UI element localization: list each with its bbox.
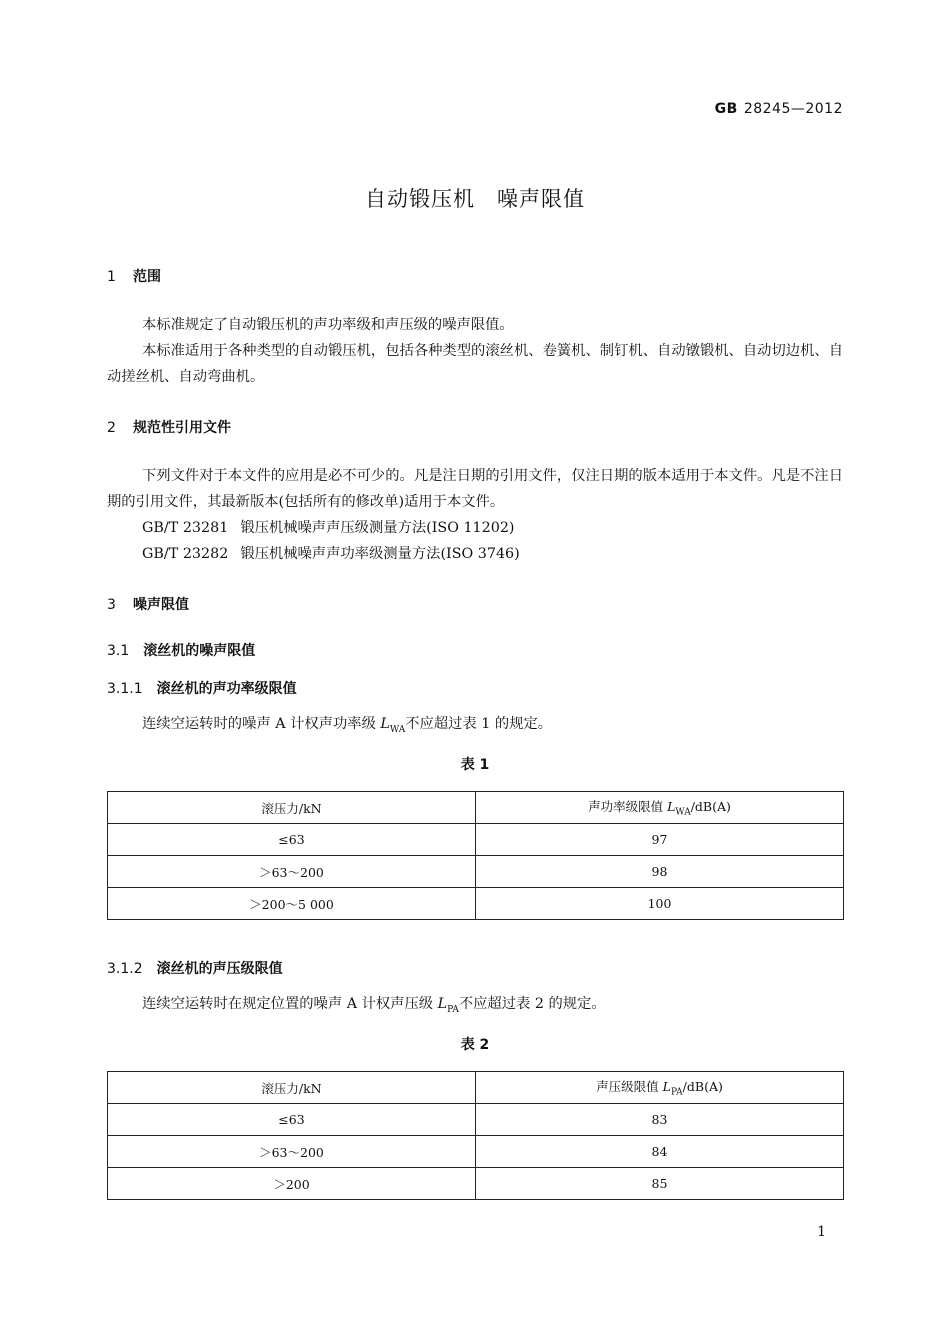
table-row bbox=[108, 888, 844, 920]
section-3-1-1-heading bbox=[107, 678, 297, 698]
scope-paragraph-2: 本标准适用于各种类型的自动锻压机，包括各种类型的滚丝机、卷簧机、制钉机、自动镦锻机、自动切边机、自动搓丝机、自动弯曲机。 bbox=[107, 343, 843, 385]
section-2-heading bbox=[107, 417, 231, 437]
symbol-L: L bbox=[380, 716, 390, 732]
section-title: 噪声限值 bbox=[133, 597, 189, 613]
cell-force: ＞200 bbox=[108, 1168, 476, 1200]
section-number: 3 bbox=[107, 597, 116, 613]
cell-force: ≤63 bbox=[108, 1104, 476, 1136]
section-1-heading bbox=[107, 266, 161, 286]
text-part: 不应超过表 2 的规定。 bbox=[458, 996, 606, 1012]
cell-force: ＞200～5 000 bbox=[108, 888, 476, 920]
cell-force: ＞63～200 bbox=[108, 1136, 476, 1168]
section-3-1-2-heading bbox=[107, 958, 283, 978]
reference-code: GB/T 23281 bbox=[142, 520, 229, 536]
text-part: /dB(A) bbox=[690, 799, 731, 815]
table-header-row bbox=[108, 792, 844, 824]
section-number: 3.1 bbox=[107, 643, 130, 659]
section-3-1-heading bbox=[107, 640, 255, 660]
table-row bbox=[108, 824, 844, 856]
standard-code bbox=[715, 101, 843, 117]
section-title: 滚丝机的声功率级限值 bbox=[156, 681, 297, 697]
table-2-caption: 表 2 bbox=[460, 1037, 490, 1053]
column-header-limit bbox=[476, 1072, 844, 1104]
scope-paragraph-1: 本标准规定了自动锻压机的声功率级和声压级的噪声限值。 bbox=[142, 317, 514, 333]
reference-title: 锻压机械噪声声功率级测量方法(ISO 3746) bbox=[240, 546, 520, 562]
cell-limit: 98 bbox=[476, 856, 844, 888]
text-part: 连续空运转时的噪声 A 计权声功率级 bbox=[142, 716, 381, 732]
table-row bbox=[108, 1136, 844, 1168]
section-title: 滚丝机的声压级限值 bbox=[156, 961, 283, 977]
cell-limit: 85 bbox=[476, 1168, 844, 1200]
table-row bbox=[108, 856, 844, 888]
text-part: 声压级限值 bbox=[596, 1079, 663, 1095]
reference-title: 锻压机械噪声声压级测量方法(ISO 11202) bbox=[240, 520, 515, 536]
symbol-subscript: WA bbox=[675, 807, 691, 818]
column-header-force: 滚压力/kN bbox=[108, 792, 476, 824]
page-number: 1 bbox=[817, 1224, 826, 1240]
column-header-limit bbox=[476, 792, 844, 824]
reference-item bbox=[142, 543, 520, 563]
column-header-force: 滚压力/kN bbox=[108, 1072, 476, 1104]
document-title: 自动锻压机 噪声限值 bbox=[365, 187, 585, 211]
symbol-subscript: PA bbox=[447, 1004, 459, 1015]
symbol-subscript: WA bbox=[389, 724, 406, 735]
section-title: 滚丝机的噪声限值 bbox=[143, 643, 256, 659]
references-paragraph: 下列文件对于本文件的应用是必不可少的。凡是注日期的引用文件，仅注日期的版本适用于本文件。凡是不注日期的引用文件，其最新版本(包括所有的修改单)适用于本文件。 bbox=[107, 468, 843, 510]
table-row bbox=[108, 1104, 844, 1136]
table-2 bbox=[107, 1071, 844, 1200]
cell-limit: 83 bbox=[476, 1104, 844, 1136]
cell-limit: 97 bbox=[476, 824, 844, 856]
cell-limit: 100 bbox=[476, 888, 844, 920]
table-row bbox=[108, 1168, 844, 1200]
reference-item bbox=[142, 517, 515, 537]
reference-code: GB/T 23282 bbox=[142, 546, 229, 562]
power-level-paragraph bbox=[107, 711, 843, 743]
section-number: 3.1.2 bbox=[107, 961, 143, 977]
cell-limit: 84 bbox=[476, 1136, 844, 1168]
pressure-level-paragraph bbox=[107, 991, 843, 1023]
section-3-heading bbox=[107, 594, 189, 614]
section-title: 范围 bbox=[133, 269, 161, 285]
text-part: 连续空运转时在规定位置的噪声 A 计权声压级 bbox=[142, 996, 438, 1012]
table-header-row bbox=[108, 1072, 844, 1104]
section-number: 2 bbox=[107, 420, 116, 436]
standard-number: 28245—2012 bbox=[743, 101, 843, 117]
text-part: 不应超过表 1 的规定。 bbox=[405, 716, 553, 732]
symbol-L: L bbox=[437, 996, 448, 1012]
cell-force: ≤63 bbox=[108, 824, 476, 856]
text-part: /dB(A) bbox=[682, 1079, 723, 1095]
section-title: 规范性引用文件 bbox=[133, 420, 231, 436]
symbol-L: L bbox=[662, 1079, 671, 1095]
section-number: 3.1.1 bbox=[107, 681, 143, 697]
cell-force: ＞63～200 bbox=[108, 856, 476, 888]
symbol-subscript: PA bbox=[670, 1087, 683, 1098]
standard-prefix: GB bbox=[714, 101, 738, 117]
section-number: 1 bbox=[107, 269, 116, 285]
text-part: 声功率级限值 bbox=[588, 799, 668, 815]
table-1 bbox=[107, 791, 844, 920]
symbol-L: L bbox=[667, 799, 676, 815]
table-1-caption: 表 1 bbox=[460, 757, 490, 773]
